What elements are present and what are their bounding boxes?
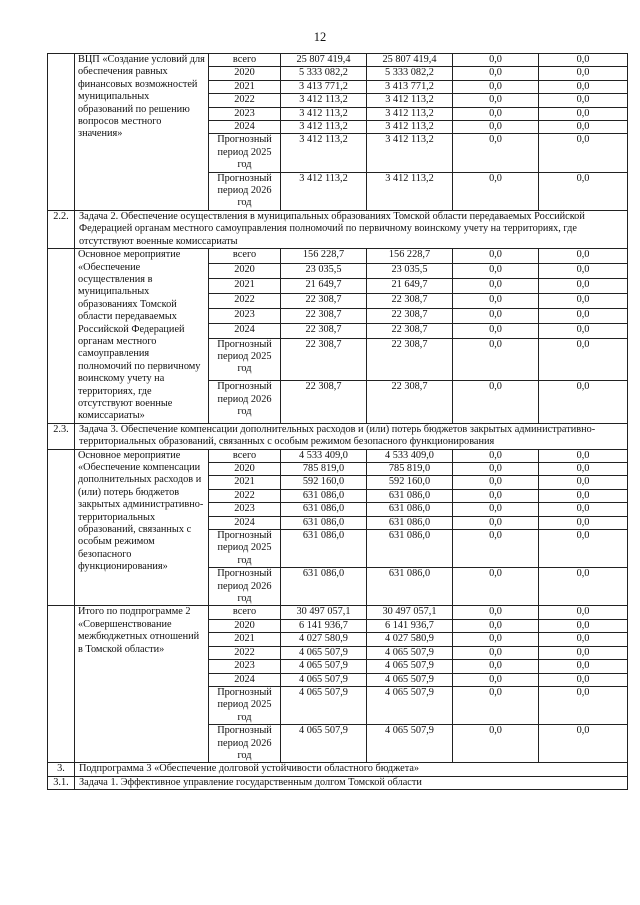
other-amount: 0,0: [539, 660, 628, 673]
total-amount: 5 333 082,2: [281, 67, 367, 80]
total-amount: 3 412 113,2: [281, 107, 367, 120]
period-cell: 2024: [209, 121, 281, 134]
federal-amount: 0,0: [453, 278, 539, 293]
regional-amount: 631 086,0: [367, 489, 453, 502]
total-amount: 21 649,7: [281, 278, 367, 293]
regional-amount: 4 065 507,9: [367, 646, 453, 659]
period-cell: Прогнозный период 2025 год: [209, 686, 281, 724]
task-text: Задача 1. Эффективное управление государственным долгом Томской области: [75, 776, 628, 789]
budget-table: [47, 53, 628, 790]
other-amount: 0,0: [539, 619, 628, 632]
task-text: Задача 2. Обеспечение осуществления в муниципальных образованиях Томской области передаваемых Российской Федерацией органам местного самоуправления полномочий по первичному воинскому учету на территориях, где отсутствуют военные комиссариаты: [75, 210, 628, 248]
total-amount: 3 412 113,2: [281, 172, 367, 210]
regional-amount: 23 035,5: [367, 264, 453, 279]
period-cell: 2022: [209, 94, 281, 107]
other-amount: 0,0: [539, 503, 628, 516]
other-amount: 0,0: [539, 80, 628, 93]
total-amount: 4 065 507,9: [281, 686, 367, 724]
period-cell: 2023: [209, 308, 281, 323]
period-cell: 2023: [209, 503, 281, 516]
page-number: 12: [313, 30, 327, 44]
federal-amount: 0,0: [453, 463, 539, 476]
federal-amount: 0,0: [453, 646, 539, 659]
regional-amount: 3 412 113,2: [367, 107, 453, 120]
period-cell: 2020: [209, 463, 281, 476]
total-amount: 631 086,0: [281, 503, 367, 516]
period-cell: Прогнозный период 2025 год: [209, 530, 281, 568]
task-row: [48, 776, 628, 789]
federal-amount: 0,0: [453, 503, 539, 516]
federal-amount: 0,0: [453, 381, 539, 424]
activity-name: Основное мероприятие «Обеспечение компенсации дополнительных расходов и (или) потерь бюджетов закрытых административно-территориальных образований, связанных с особым режимом безопасного функционирования»: [75, 449, 209, 606]
period-cell: 2023: [209, 660, 281, 673]
other-amount: 0,0: [539, 606, 628, 619]
row-index: 2.2.: [48, 210, 75, 248]
other-amount: 0,0: [539, 134, 628, 172]
other-amount: 0,0: [539, 633, 628, 646]
total-amount: 156 228,7: [281, 249, 367, 264]
other-amount: 0,0: [539, 489, 628, 502]
row-index-empty: [48, 249, 75, 424]
other-amount: 0,0: [539, 278, 628, 293]
total-amount: 631 086,0: [281, 516, 367, 529]
regional-amount: 22 308,7: [367, 338, 453, 381]
regional-amount: 25 807 419,4: [367, 54, 453, 67]
period-cell: Прогнозный период 2025 год: [209, 134, 281, 172]
activity-name: Итого по подпрограмме 2 «Совершенствование межбюджетных отношений в Томской области»: [75, 606, 209, 763]
period-cell: всего: [209, 449, 281, 462]
total-amount: 25 807 419,4: [281, 54, 367, 67]
total-amount: 592 160,0: [281, 476, 367, 489]
row-index: 2.3.: [48, 423, 75, 449]
other-amount: 0,0: [539, 293, 628, 308]
regional-amount: 4 065 507,9: [367, 660, 453, 673]
regional-amount: 3 412 113,2: [367, 134, 453, 172]
total-amount: 23 035,5: [281, 264, 367, 279]
total-amount: 22 308,7: [281, 308, 367, 323]
total-amount: 4 027 580,9: [281, 633, 367, 646]
federal-amount: 0,0: [453, 489, 539, 502]
other-amount: 0,0: [539, 646, 628, 659]
task-row: [48, 763, 628, 776]
other-amount: 0,0: [539, 308, 628, 323]
federal-amount: 0,0: [453, 686, 539, 724]
task-text: Подпрограмма 3 «Обеспечение долговой устойчивости областного бюджета»: [75, 763, 628, 776]
period-cell: Прогнозный период 2026 год: [209, 381, 281, 424]
regional-amount: 631 086,0: [367, 503, 453, 516]
period-cell: 2022: [209, 646, 281, 659]
regional-amount: 6 141 936,7: [367, 619, 453, 632]
other-amount: 0,0: [539, 516, 628, 529]
row-index-empty: [48, 54, 75, 211]
row-index-empty: [48, 449, 75, 606]
federal-amount: 0,0: [453, 323, 539, 338]
total-amount: 631 086,0: [281, 530, 367, 568]
other-amount: 0,0: [539, 249, 628, 264]
table-row: [48, 449, 628, 462]
period-cell: всего: [209, 54, 281, 67]
regional-amount: 4 533 409,0: [367, 449, 453, 462]
other-amount: 0,0: [539, 67, 628, 80]
period-cell: Прогнозный период 2026 год: [209, 725, 281, 763]
period-cell: 2021: [209, 278, 281, 293]
federal-amount: 0,0: [453, 449, 539, 462]
row-index: 3.1.: [48, 776, 75, 789]
other-amount: 0,0: [539, 463, 628, 476]
other-amount: 0,0: [539, 449, 628, 462]
total-amount: 3 412 113,2: [281, 94, 367, 107]
federal-amount: 0,0: [453, 476, 539, 489]
row-index: 3.: [48, 763, 75, 776]
total-amount: 30 497 057,1: [281, 606, 367, 619]
federal-amount: 0,0: [453, 94, 539, 107]
other-amount: 0,0: [539, 381, 628, 424]
other-amount: 0,0: [539, 568, 628, 606]
other-amount: 0,0: [539, 530, 628, 568]
period-cell: 2022: [209, 489, 281, 502]
total-amount: 3 412 113,2: [281, 134, 367, 172]
period-cell: 2020: [209, 619, 281, 632]
total-amount: 22 308,7: [281, 293, 367, 308]
federal-amount: 0,0: [453, 80, 539, 93]
period-cell: 2021: [209, 633, 281, 646]
federal-amount: 0,0: [453, 673, 539, 686]
other-amount: 0,0: [539, 323, 628, 338]
federal-amount: 0,0: [453, 619, 539, 632]
federal-amount: 0,0: [453, 660, 539, 673]
regional-amount: 22 308,7: [367, 323, 453, 338]
regional-amount: 3 412 113,2: [367, 172, 453, 210]
period-cell: 2020: [209, 67, 281, 80]
activity-name: Основное мероприятие «Обеспечение осуществления в муниципальных образованиях Томской области передаваемых Российской Федерацией органам местного самоуправления полномочий по первичному воинскому учету на территориях, где отсутствуют военные комиссариаты»: [75, 249, 209, 424]
regional-amount: 4 065 507,9: [367, 673, 453, 686]
period-cell: 2020: [209, 264, 281, 279]
other-amount: 0,0: [539, 121, 628, 134]
other-amount: 0,0: [539, 338, 628, 381]
period-cell: 2024: [209, 323, 281, 338]
other-amount: 0,0: [539, 264, 628, 279]
task-row: [48, 210, 628, 248]
regional-amount: 785 819,0: [367, 463, 453, 476]
federal-amount: 0,0: [453, 67, 539, 80]
total-amount: 4 065 507,9: [281, 673, 367, 686]
table-row: [48, 249, 628, 264]
federal-amount: 0,0: [453, 725, 539, 763]
federal-amount: 0,0: [453, 264, 539, 279]
regional-amount: 21 649,7: [367, 278, 453, 293]
other-amount: 0,0: [539, 94, 628, 107]
other-amount: 0,0: [539, 107, 628, 120]
regional-amount: 4 027 580,9: [367, 633, 453, 646]
total-amount: 6 141 936,7: [281, 619, 367, 632]
period-cell: всего: [209, 249, 281, 264]
regional-amount: 30 497 057,1: [367, 606, 453, 619]
federal-amount: 0,0: [453, 633, 539, 646]
regional-amount: 4 065 507,9: [367, 725, 453, 763]
regional-amount: 631 086,0: [367, 516, 453, 529]
period-cell: 2024: [209, 516, 281, 529]
federal-amount: 0,0: [453, 568, 539, 606]
period-cell: 2024: [209, 673, 281, 686]
total-amount: 4 065 507,9: [281, 725, 367, 763]
regional-amount: 22 308,7: [367, 308, 453, 323]
other-amount: 0,0: [539, 725, 628, 763]
total-amount: 631 086,0: [281, 568, 367, 606]
regional-amount: 22 308,7: [367, 381, 453, 424]
total-amount: 4 533 409,0: [281, 449, 367, 462]
federal-amount: 0,0: [453, 606, 539, 619]
table-row: [48, 606, 628, 619]
total-amount: 3 412 113,2: [281, 121, 367, 134]
regional-amount: 3 413 771,2: [367, 80, 453, 93]
activity-name: ВЦП «Создание условий для обеспечения равных финансовых возможностей муниципальных образований по решению вопросов местного значения»: [75, 54, 209, 211]
federal-amount: 0,0: [453, 516, 539, 529]
regional-amount: 5 333 082,2: [367, 67, 453, 80]
period-cell: 2021: [209, 476, 281, 489]
period-cell: 2022: [209, 293, 281, 308]
regional-amount: 22 308,7: [367, 293, 453, 308]
total-amount: 631 086,0: [281, 489, 367, 502]
regional-amount: 592 160,0: [367, 476, 453, 489]
total-amount: 785 819,0: [281, 463, 367, 476]
federal-amount: 0,0: [453, 530, 539, 568]
federal-amount: 0,0: [453, 107, 539, 120]
federal-amount: 0,0: [453, 293, 539, 308]
period-cell: Прогнозный период 2026 год: [209, 172, 281, 210]
federal-amount: 0,0: [453, 338, 539, 381]
total-amount: 22 308,7: [281, 381, 367, 424]
total-amount: 4 065 507,9: [281, 646, 367, 659]
period-cell: 2023: [209, 107, 281, 120]
total-amount: 4 065 507,9: [281, 660, 367, 673]
total-amount: 22 308,7: [281, 323, 367, 338]
total-amount: 22 308,7: [281, 338, 367, 381]
regional-amount: 4 065 507,9: [367, 686, 453, 724]
other-amount: 0,0: [539, 673, 628, 686]
regional-amount: 631 086,0: [367, 530, 453, 568]
federal-amount: 0,0: [453, 121, 539, 134]
federal-amount: 0,0: [453, 54, 539, 67]
other-amount: 0,0: [539, 172, 628, 210]
total-amount: 3 413 771,2: [281, 80, 367, 93]
other-amount: 0,0: [539, 54, 628, 67]
federal-amount: 0,0: [453, 134, 539, 172]
federal-amount: 0,0: [453, 308, 539, 323]
federal-amount: 0,0: [453, 249, 539, 264]
regional-amount: 156 228,7: [367, 249, 453, 264]
other-amount: 0,0: [539, 686, 628, 724]
regional-amount: 3 412 113,2: [367, 121, 453, 134]
task-text: Задача 3. Обеспечение компенсации дополнительных расходов и (или) потерь бюджетов закрытых административно-территориальных образований, связанных с особым режимом безопасного функционирования: [75, 423, 628, 449]
regional-amount: 3 412 113,2: [367, 94, 453, 107]
period-cell: 2021: [209, 80, 281, 93]
period-cell: Прогнозный период 2025 год: [209, 338, 281, 381]
row-index-empty: [48, 606, 75, 763]
period-cell: всего: [209, 606, 281, 619]
other-amount: 0,0: [539, 476, 628, 489]
task-row: [48, 423, 628, 449]
federal-amount: 0,0: [453, 172, 539, 210]
period-cell: Прогнозный период 2026 год: [209, 568, 281, 606]
regional-amount: 631 086,0: [367, 568, 453, 606]
table-row: [48, 54, 628, 67]
